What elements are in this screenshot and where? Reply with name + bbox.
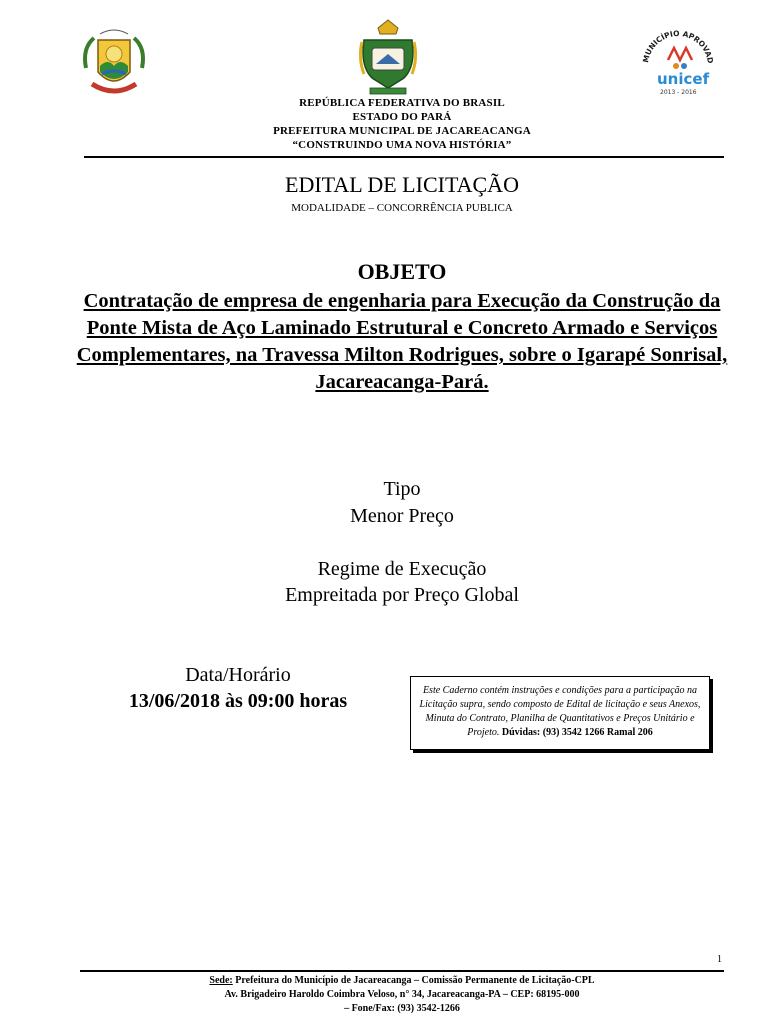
type-label: Tipo	[383, 478, 421, 500]
footer-line-1-text: Prefeitura do Município de Jacareacanga – Comissão Permanente de Licitação-CPL	[235, 975, 595, 986]
letterhead-country: REPÚBLICA FEDERATIVA DO BRASIL	[299, 97, 505, 109]
svg-text:MUNICÍPIO APROVADO: MUNICÍPIO APROVAD	[641, 28, 715, 65]
letterhead-state: ESTADO DO PARÁ	[352, 111, 452, 123]
para-state-coat-of-arms-icon	[356, 18, 420, 100]
footer-sede-label: Sede:	[209, 975, 233, 986]
footer	[0, 974, 770, 1016]
letterhead	[0, 96, 770, 152]
footer-line-1	[0, 974, 770, 988]
notice-text: Este Caderno contém instruções e condições para a participação na Licitação supra, sendo composto de Edital de licitação e seus Anexos, Minuta do Contrato, Planilha de Quantitativos e Preços Unitário e Projeto.	[419, 685, 701, 738]
execution-regime-label: Regime de Execução	[317, 558, 487, 580]
header-divider	[84, 156, 724, 158]
object-description: Contratação de empresa de engenharia para Execução da Construção da Ponte Mista de Aço Laminado Estrutural e Concreto Armado e Serviços Complementares, na Travessa Milton Rodrigues, sobre o Igarapé Sonrisal, Jacareacanga-Pará.	[76, 290, 728, 393]
footer-line-2: Av. Brigadeiro Haroldo Coimbra Veloso, n° 34, Jacareacanga-PA – CEP: 68195-000	[224, 989, 580, 1000]
date-time-label: Data/Horário	[185, 664, 291, 686]
date-time-value: 13/06/2018 às 09:00 horas	[128, 690, 348, 712]
document-title: EDITAL DE LICITAÇÃO	[285, 172, 519, 197]
municipal-coat-of-arms-icon	[78, 28, 150, 100]
letterhead-prefecture: PREFEITURA MUNICIPAL DE JACAREACANGA	[273, 125, 531, 137]
svg-text:unicef: unicef	[657, 70, 710, 88]
svg-text:2013 - 2016: 2013 - 2016	[660, 89, 697, 96]
execution-regime-value: Empreitada por Preço Global	[285, 584, 519, 606]
notice-contact: Dúvidas: (93) 3542 1266 Ramal 206	[501, 727, 653, 738]
footer-divider	[80, 970, 724, 972]
modality-line: MODALIDADE – CONCORRÊNCIA PUBLICA	[291, 202, 513, 214]
footer-line-3: – Fone/Fax: (93) 3542-1266	[344, 1003, 460, 1014]
object-heading: OBJETO	[357, 259, 447, 284]
notice-box	[410, 676, 710, 750]
type-value: Menor Preço	[350, 505, 454, 527]
letterhead-motto: “CONSTRUINDO UMA NOVA HISTÓRIA”	[292, 139, 512, 151]
page-number: 1	[717, 954, 722, 965]
unicef-approved-seal-icon	[638, 26, 716, 98]
